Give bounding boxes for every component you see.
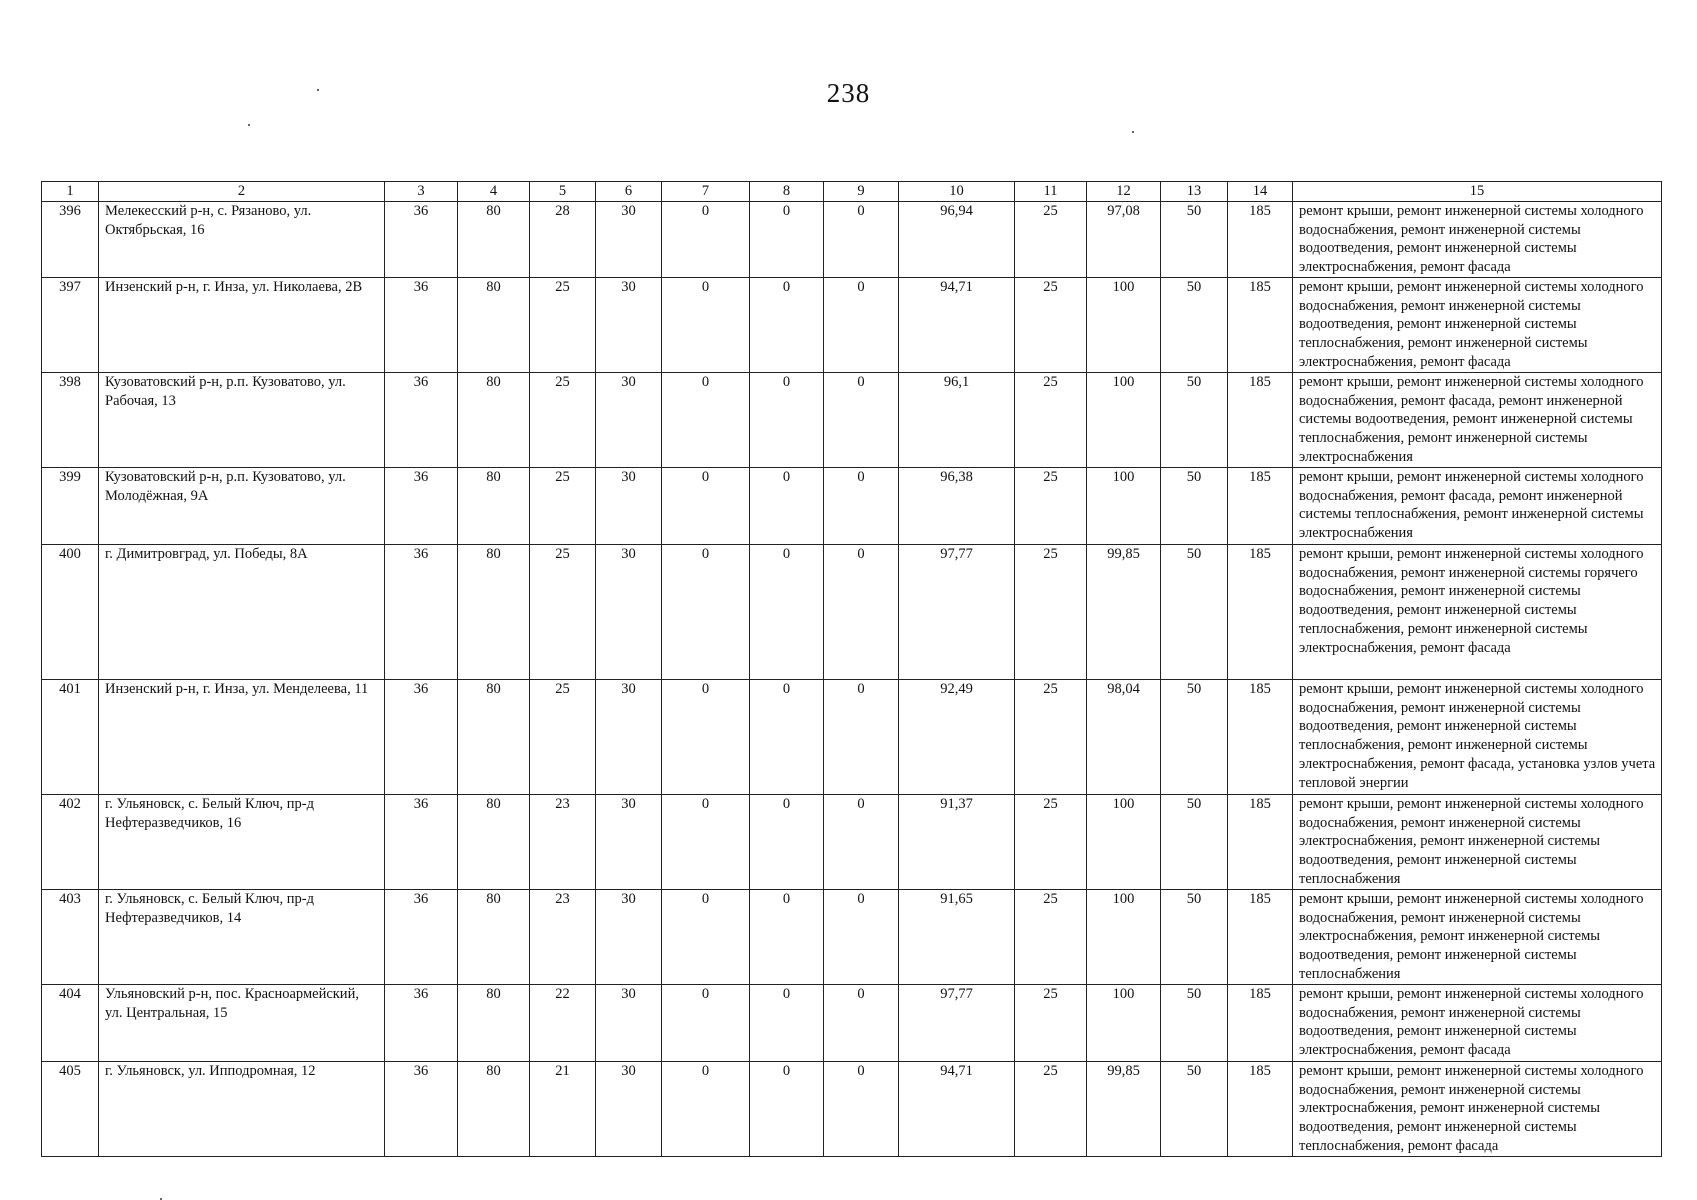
cell-col-10: 92,49	[899, 680, 1015, 795]
address-cell: Инзенский р-н, г. Инза, ул. Николаева, 2В	[99, 278, 385, 373]
works-list-cell: ремонт крыши, ремонт инженерной системы холодного водоснабжения, ремонт инженерной системы водоотведения, ремонт инженерной системы теплоснабжения, ремонт инженерной системы электроснабжения, ремонт фасада, установка узлов учета тепловой энергии	[1293, 680, 1662, 795]
column-number-4: 4	[458, 182, 530, 202]
cell-col-4: 80	[458, 890, 530, 985]
cell-col-14: 185	[1228, 985, 1293, 1062]
cell-col-3: 36	[385, 278, 458, 373]
cell-col-12: 100	[1087, 795, 1161, 890]
cell-col-11: 25	[1015, 373, 1087, 468]
cell-col-13: 50	[1161, 680, 1228, 795]
address-cell: Мелекесский р-н, с. Рязаново, ул. Октябрьская, 16	[99, 202, 385, 278]
cell-col-13: 50	[1161, 468, 1228, 545]
cell-col-14: 185	[1228, 795, 1293, 890]
cell-col-11: 25	[1015, 278, 1087, 373]
cell-col-13: 50	[1161, 545, 1228, 680]
cell-col-12: 100	[1087, 468, 1161, 545]
cell-col-7: 0	[662, 890, 750, 985]
cell-col-3: 36	[385, 985, 458, 1062]
column-number-11: 11	[1015, 182, 1087, 202]
cell-col-12: 99,85	[1087, 545, 1161, 680]
cell-col-8: 0	[750, 795, 824, 890]
address-cell: г. Ульяновск, с. Белый Ключ, пр-д Нефтеразведчиков, 16	[99, 795, 385, 890]
cell-col-9: 0	[824, 680, 899, 795]
row-number-cell: 402	[42, 795, 99, 890]
cell-col-14: 185	[1228, 373, 1293, 468]
cell-col-12: 100	[1087, 278, 1161, 373]
cell-col-12: 99,85	[1087, 1062, 1161, 1157]
registry-table	[41, 181, 1662, 1157]
column-number-12: 12	[1087, 182, 1161, 202]
cell-col-12: 100	[1087, 890, 1161, 985]
cell-col-3: 36	[385, 373, 458, 468]
cell-col-5: 25	[530, 468, 596, 545]
cell-col-7: 0	[662, 278, 750, 373]
cell-col-11: 25	[1015, 680, 1087, 795]
works-list-cell: ремонт крыши, ремонт инженерной системы холодного водоснабжения, ремонт инженерной системы электроснабжения, ремонт инженерной системы водоотведения, ремонт инженерной системы теплоснабжения	[1293, 795, 1662, 890]
cell-col-8: 0	[750, 202, 824, 278]
cell-col-8: 0	[750, 680, 824, 795]
cell-col-5: 23	[530, 795, 596, 890]
row-number-cell: 403	[42, 890, 99, 985]
address-cell: г. Ульяновск, ул. Ипподромная, 12	[99, 1062, 385, 1157]
cell-col-7: 0	[662, 545, 750, 680]
table-row	[42, 890, 1662, 985]
cell-col-10: 96,1	[899, 373, 1015, 468]
address-cell: г. Димитровград, ул. Победы, 8А	[99, 545, 385, 680]
row-number-cell: 400	[42, 545, 99, 680]
cell-col-8: 0	[750, 1062, 824, 1157]
works-list-cell: ремонт крыши, ремонт инженерной системы холодного водоснабжения, ремонт инженерной системы водоотведения, ремонт инженерной системы электроснабжения, ремонт фасада	[1293, 202, 1662, 278]
cell-col-11: 25	[1015, 468, 1087, 545]
cell-col-13: 50	[1161, 278, 1228, 373]
cell-col-4: 80	[458, 468, 530, 545]
cell-col-3: 36	[385, 890, 458, 985]
cell-col-9: 0	[824, 795, 899, 890]
cell-col-4: 80	[458, 680, 530, 795]
row-number-cell: 397	[42, 278, 99, 373]
table-row	[42, 202, 1662, 278]
cell-col-12: 97,08	[1087, 202, 1161, 278]
cell-col-13: 50	[1161, 890, 1228, 985]
cell-col-13: 50	[1161, 1062, 1228, 1157]
cell-col-3: 36	[385, 202, 458, 278]
column-number-6: 6	[596, 182, 662, 202]
row-number-cell: 404	[42, 985, 99, 1062]
works-list-cell: ремонт крыши, ремонт инженерной системы холодного водоснабжения, ремонт фасада, ремонт инженерной системы теплоснабжения, ремонт инженерной системы электроснабжения	[1293, 468, 1662, 545]
cell-col-9: 0	[824, 985, 899, 1062]
column-number-1: 1	[42, 182, 99, 202]
cell-col-7: 0	[662, 373, 750, 468]
cell-col-3: 36	[385, 680, 458, 795]
table-row	[42, 468, 1662, 545]
column-number-14: 14	[1228, 182, 1293, 202]
cell-col-9: 0	[824, 373, 899, 468]
table-row	[42, 1062, 1662, 1157]
cell-col-14: 185	[1228, 545, 1293, 680]
table-row	[42, 795, 1662, 890]
cell-col-10: 94,71	[899, 1062, 1015, 1157]
cell-col-11: 25	[1015, 985, 1087, 1062]
table-row	[42, 278, 1662, 373]
column-number-7: 7	[662, 182, 750, 202]
works-list-cell: ремонт крыши, ремонт инженерной системы холодного водоснабжения, ремонт инженерной системы электроснабжения, ремонт инженерной системы водоотведения, ремонт инженерной системы теплоснабжения, ремонт фасада	[1293, 1062, 1662, 1157]
column-number-10: 10	[899, 182, 1015, 202]
row-number-cell: 401	[42, 680, 99, 795]
cell-col-5: 23	[530, 890, 596, 985]
cell-col-6: 30	[596, 985, 662, 1062]
cell-col-6: 30	[596, 468, 662, 545]
page-number: 238	[826, 78, 871, 108]
cell-col-7: 0	[662, 985, 750, 1062]
cell-col-4: 80	[458, 795, 530, 890]
cell-col-8: 0	[750, 545, 824, 680]
column-number-15: 15	[1293, 182, 1662, 202]
cell-col-13: 50	[1161, 985, 1228, 1062]
cell-col-5: 28	[530, 202, 596, 278]
cell-col-4: 80	[458, 545, 530, 680]
cell-col-8: 0	[750, 890, 824, 985]
cell-col-14: 185	[1228, 890, 1293, 985]
works-list-cell: ремонт крыши, ремонт инженерной системы холодного водоснабжения, ремонт фасада, ремонт инженерной системы водоотведения, ремонт инженерной системы теплоснабжения, ремонт инженерной системы электроснабжения	[1293, 373, 1662, 468]
cell-col-11: 25	[1015, 890, 1087, 985]
cell-col-6: 30	[596, 202, 662, 278]
table-body	[42, 202, 1662, 1157]
cell-col-4: 80	[458, 278, 530, 373]
table-row	[42, 545, 1662, 680]
cell-col-6: 30	[596, 890, 662, 985]
works-list-cell: ремонт крыши, ремонт инженерной системы холодного водоснабжения, ремонт инженерной системы водоотведения, ремонт инженерной системы теплоснабжения, ремонт инженерной системы электроснабжения, ремонт фасада	[1293, 278, 1662, 373]
row-number-cell: 399	[42, 468, 99, 545]
cell-col-12: 98,04	[1087, 680, 1161, 795]
cell-col-7: 0	[662, 795, 750, 890]
cell-col-10: 96,38	[899, 468, 1015, 545]
cell-col-11: 25	[1015, 545, 1087, 680]
table-row	[42, 373, 1662, 468]
cell-col-5: 25	[530, 278, 596, 373]
cell-col-11: 25	[1015, 202, 1087, 278]
cell-col-5: 21	[530, 1062, 596, 1157]
cell-col-14: 185	[1228, 202, 1293, 278]
address-cell: Инзенский р-н, г. Инза, ул. Менделеева, 11	[99, 680, 385, 795]
cell-col-7: 0	[662, 680, 750, 795]
table-row	[42, 985, 1662, 1062]
cell-col-14: 185	[1228, 468, 1293, 545]
scan-speck	[317, 89, 319, 91]
column-number-8: 8	[750, 182, 824, 202]
cell-col-11: 25	[1015, 1062, 1087, 1157]
address-cell: Ульяновский р-н, пос. Красноармейский, ул. Центральная, 15	[99, 985, 385, 1062]
cell-col-9: 0	[824, 545, 899, 680]
cell-col-9: 0	[824, 890, 899, 985]
cell-col-6: 30	[596, 278, 662, 373]
cell-col-6: 30	[596, 680, 662, 795]
cell-col-4: 80	[458, 985, 530, 1062]
works-list-cell: ремонт крыши, ремонт инженерной системы холодного водоснабжения, ремонт инженерной системы водоотведения, ремонт инженерной системы электроснабжения, ремонт фасада	[1293, 985, 1662, 1062]
cell-col-6: 30	[596, 545, 662, 680]
cell-col-12: 100	[1087, 373, 1161, 468]
column-number-row	[42, 182, 1662, 202]
column-number-13: 13	[1161, 182, 1228, 202]
cell-col-5: 22	[530, 985, 596, 1062]
cell-col-8: 0	[750, 985, 824, 1062]
cell-col-13: 50	[1161, 373, 1228, 468]
cell-col-10: 94,71	[899, 278, 1015, 373]
cell-col-3: 36	[385, 468, 458, 545]
cell-col-8: 0	[750, 468, 824, 545]
cell-col-10: 91,37	[899, 795, 1015, 890]
scan-speck	[1132, 131, 1134, 133]
cell-col-8: 0	[750, 278, 824, 373]
cell-col-3: 36	[385, 545, 458, 680]
cell-col-9: 0	[824, 468, 899, 545]
column-number-3: 3	[385, 182, 458, 202]
cell-col-7: 0	[662, 202, 750, 278]
cell-col-4: 80	[458, 373, 530, 468]
cell-col-4: 80	[458, 1062, 530, 1157]
address-cell: г. Ульяновск, с. Белый Ключ, пр-д Нефтеразведчиков, 14	[99, 890, 385, 985]
cell-col-10: 91,65	[899, 890, 1015, 985]
cell-col-13: 50	[1161, 202, 1228, 278]
cell-col-8: 0	[750, 373, 824, 468]
cell-col-10: 96,94	[899, 202, 1015, 278]
cell-col-7: 0	[662, 468, 750, 545]
cell-col-9: 0	[824, 278, 899, 373]
row-number-cell: 398	[42, 373, 99, 468]
row-number-cell: 405	[42, 1062, 99, 1157]
cell-col-5: 25	[530, 680, 596, 795]
column-number-9: 9	[824, 182, 899, 202]
cell-col-4: 80	[458, 202, 530, 278]
cell-col-6: 30	[596, 1062, 662, 1157]
cell-col-5: 25	[530, 545, 596, 680]
column-number-5: 5	[530, 182, 596, 202]
cell-col-9: 0	[824, 202, 899, 278]
cell-col-3: 36	[385, 1062, 458, 1157]
works-list-cell: ремонт крыши, ремонт инженерной системы холодного водоснабжения, ремонт инженерной системы электроснабжения, ремонт инженерной системы водоотведения, ремонт инженерной системы теплоснабжения	[1293, 890, 1662, 985]
cell-col-14: 185	[1228, 1062, 1293, 1157]
cell-col-7: 0	[662, 1062, 750, 1157]
table-row	[42, 680, 1662, 795]
cell-col-14: 185	[1228, 278, 1293, 373]
cell-col-9: 0	[824, 1062, 899, 1157]
cell-col-13: 50	[1161, 795, 1228, 890]
address-cell: Кузоватовский р-н, р.п. Кузоватово, ул. Рабочая, 13	[99, 373, 385, 468]
cell-col-6: 30	[596, 795, 662, 890]
cell-col-14: 185	[1228, 680, 1293, 795]
cell-col-5: 25	[530, 373, 596, 468]
cell-col-6: 30	[596, 373, 662, 468]
cell-col-10: 97,77	[899, 985, 1015, 1062]
row-number-cell: 396	[42, 202, 99, 278]
address-cell: Кузоватовский р-н, р.п. Кузоватово, ул. Молодёжная, 9А	[99, 468, 385, 545]
scan-speck	[248, 124, 250, 126]
cell-col-10: 97,77	[899, 545, 1015, 680]
cell-col-3: 36	[385, 795, 458, 890]
cell-col-12: 100	[1087, 985, 1161, 1062]
cell-col-11: 25	[1015, 795, 1087, 890]
works-list-cell: ремонт крыши, ремонт инженерной системы холодного водоснабжения, ремонт инженерной системы горячего водоснабжения, ремонт инженерной системы водоотведения, ремонт инженерной системы теплоснабжения, ремонт инженерной системы электроснабжения, ремонт фасада	[1293, 545, 1662, 680]
column-number-2: 2	[99, 182, 385, 202]
